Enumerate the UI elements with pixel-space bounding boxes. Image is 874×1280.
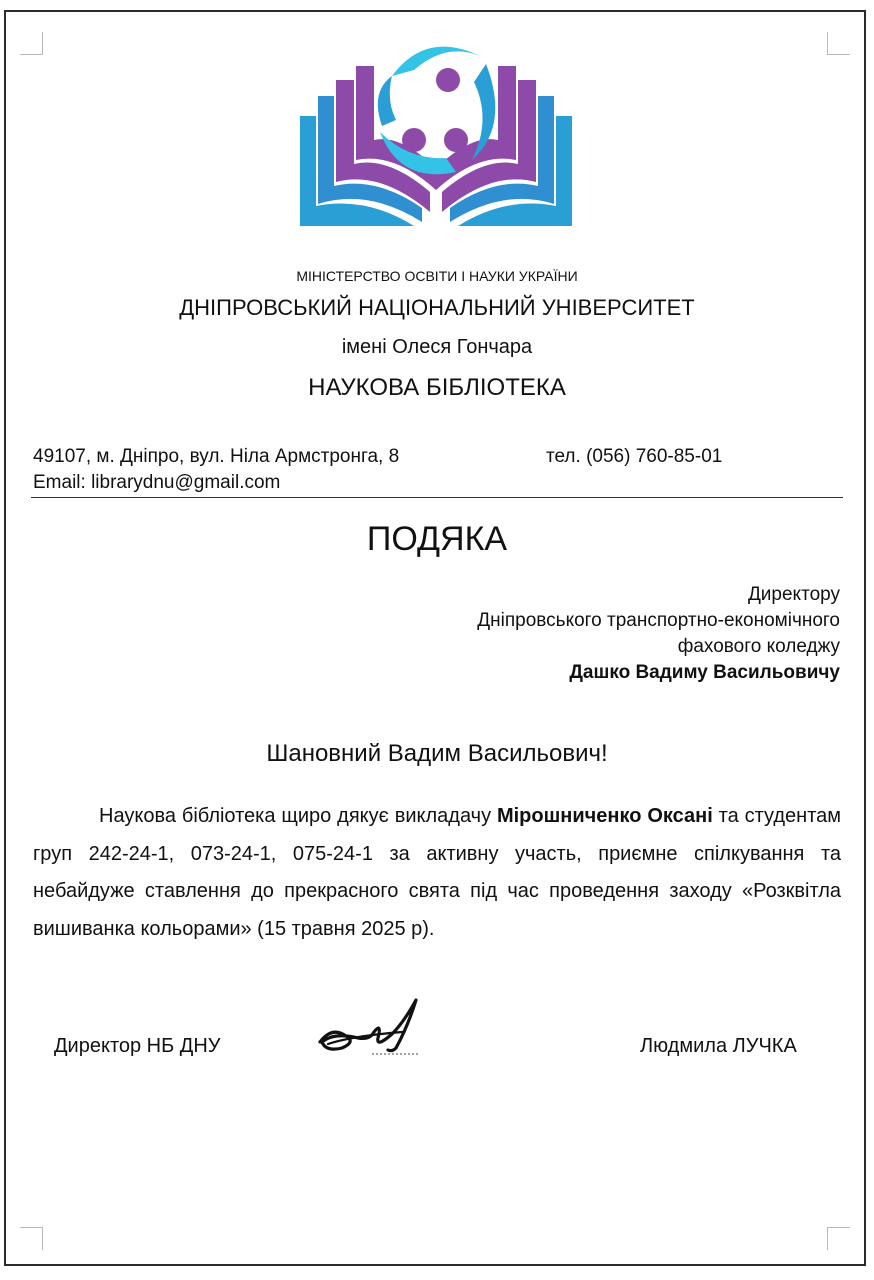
corner-mark xyxy=(20,1227,43,1250)
addressee-position: Директору xyxy=(747,584,840,605)
document-title: ПОДЯКА xyxy=(366,520,508,558)
university-named-after: імені Олеся Гончара xyxy=(341,336,533,358)
phone-number: тел. (056) 760-85-01 xyxy=(546,446,723,467)
ministry-name: МІНІСТЕРСТВО ОСВІТИ І НАУКИ УКРАЇНИ xyxy=(296,268,578,284)
greeting: Шановний Вадим Васильович! xyxy=(266,740,608,767)
library-name: НАУКОВА БІБЛІОТЕКА xyxy=(308,374,566,401)
university-name: ДНІПРОВСЬКИЙ НАЦІОНАЛЬНИЙ УНІВЕРСИТЕТ xyxy=(179,295,695,320)
addressee-name: Дашко Вадиму Васильовичу xyxy=(569,662,840,683)
handwritten-signature xyxy=(312,992,427,1062)
addressee-block xyxy=(477,582,840,686)
header-divider xyxy=(31,497,843,498)
body-intro: Наукова бібліотека щиро дякує викладачу xyxy=(99,805,497,827)
library-book-logo-icon xyxy=(296,36,576,231)
postal-address: 49107, м. Дніпро, вул. Ніла Армстронга, 8 xyxy=(33,446,400,467)
corner-mark xyxy=(827,1227,850,1250)
corner-mark xyxy=(20,32,43,55)
signatory-role: Директор НБ ДНУ xyxy=(54,1035,221,1057)
corner-mark xyxy=(827,32,850,55)
body-rest: та студентам груп 242-24-1, 073-24-1, 075-24-1 за активну участь, приємне спілкування та небайдуже ставлення до прекрасного свята під час проведення заходу «Розквітла вишиванка кольорами» (15 травня 2025 р). xyxy=(33,805,841,940)
letter-body xyxy=(33,798,841,948)
email-address: Email: librarydnu@gmail.com xyxy=(33,472,281,493)
addressee-organization: Дніпровського транспортно-економічного xyxy=(477,610,840,631)
teacher-name: Мірошниченко Оксані xyxy=(496,805,713,827)
addressee-organization-cont: фахового коледжу xyxy=(677,636,840,657)
signatory-name: Людмила ЛУЧКА xyxy=(640,1035,797,1057)
